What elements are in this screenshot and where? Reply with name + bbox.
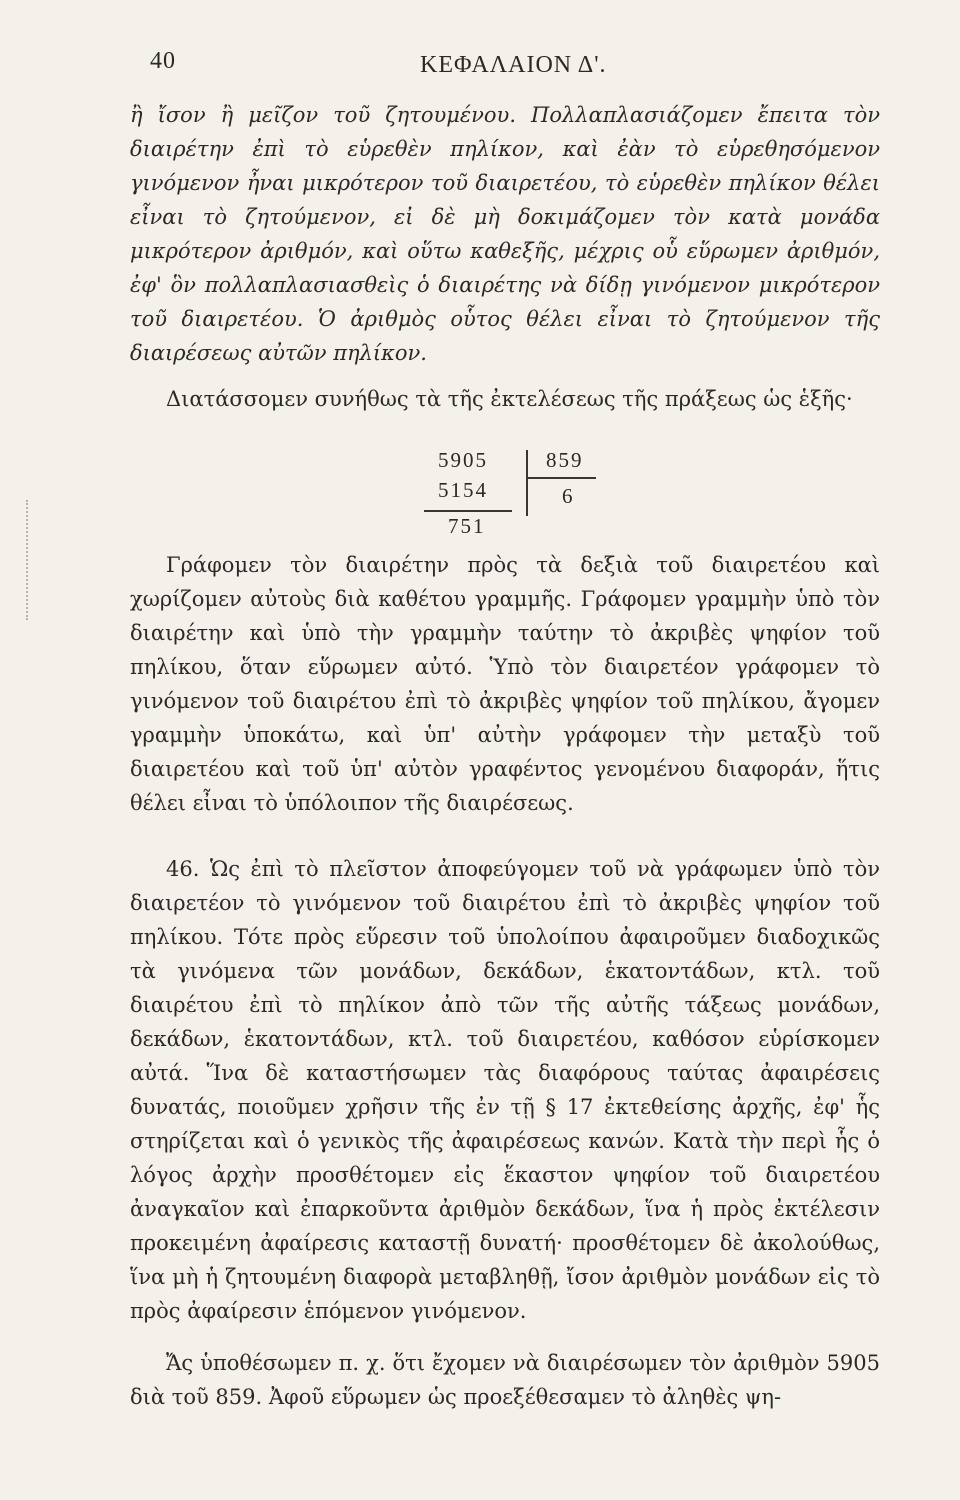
quotient-line	[526, 477, 596, 479]
paragraph-2	[130, 382, 880, 416]
divisor: 859	[546, 448, 584, 472]
paragraph-5	[130, 1346, 880, 1414]
paragraph-1	[130, 98, 880, 370]
paragraph-text: Ἄς ὑποθέσωμεν π. χ. ὅτι ἔχομεν νὰ διαιρέσωμεν τὸν ἀριθμὸν 5905 διὰ τοῦ 859. Ἀφοῦ εὕρωμεν ὡς προεξέθεσαμεν τὸ ἀληθὲς ψη-	[130, 1351, 880, 1409]
paragraph-4	[130, 852, 880, 1328]
margin-marks	[26, 500, 32, 620]
running-head: ΚΕΦΑΛΑΙΟΝ Δ'.	[420, 52, 607, 78]
subtraction-line	[424, 510, 512, 512]
long-division-example	[400, 448, 650, 548]
dividend: 5905	[438, 448, 488, 472]
page-header	[0, 44, 960, 84]
paragraph-text: 46. Ὡς ἐπὶ τὸ πλεῖστον ἀποφεύγομεν τοῦ νὰ γράφωμεν ὑπὸ τὸν διαιρετέον τὸ γινόμενον τοῦ διαιρέτου ἐπὶ τὸ ἀκριβὲς ψηφίον τοῦ πηλίκου. Τότε πρὸς εὕρεσιν τοῦ ὑπολοίπου ἀφαιροῦμεν διαδοχικῶς τὰ γινόμενα τῶν μονάδων, δεκάδων, ἑκατοντάδων, κτλ. τοῦ διαιρέτου ἐπὶ τὸ πηλίκον ἀπὸ τῶν τῆς αὐτῆς τάξεως μονάδων, δεκάδων, ἑκατοντάδων, κτλ. τοῦ διαιρετέου, καθόσον εὑρίσκομεν αὐτά. Ἵνα δὲ καταστήσωμεν τὰς διαφόρους ταύτας ἀφαιρέσεις δυνατάς, ποιοῦμεν χρῆσιν τῆς ἐν τῇ § 17 ἐκτεθείσης ἀρχῆς, ἐφ' ἧς στηρίζεται καὶ ὁ γενικὸς τῆς ἀφαιρέσεως κανών. Κατὰ τὴν περὶ ἧς ὁ λόγος ἀρχὴν προσθέτομεν εἰς ἕκαστον ψηφίον τοῦ διαιρετέου ἀναγκαῖον καὶ ἐπαρκοῦντα ἀριθμὸν δεκάδων, ἵνα ἡ πρὸς ἐκτέλεσιν προκειμένη ἀφαίρεσις καταστῇ δυνατή· προσθέτομεν δὲ ἀκολούθως, ἵνα μὴ ἡ ζητουμένη διαφορὰ μεταβληθῇ, ἴσον ἀριθμὸν μονάδων εἰς τὸ πρὸς ἀφαίρεσιν ἑπόμενον γινόμενον.	[130, 857, 880, 1323]
paragraph-text: Γράφομεν τὸν διαιρέτην πρὸς τὰ δεξιὰ τοῦ διαιρετέου καὶ χωρίζομεν αὐτοὺς διὰ καθέτου γραμμῆς. Γράφομεν γραμμὴν ὑπὸ τὸν διαιρέτην καὶ ὑπὸ τὴν γραμμὴν ταύτην τὸ ἀκριβὲς ψηφίον τοῦ πηλίκου, ὅταν εὕρωμεν αὐτό. Ὑπὸ τὸν διαιρετέον γράφομεν τὸ γινόμενον τοῦ διαιρέτου ἐπὶ τὸ ἀκριβὲς ψηφίον τοῦ πηλίκου, ἄγομεν γραμμὴν ὑποκάτω, καὶ ὑπ' αὐτὴν γράφομεν τὴν μεταξὺ τοῦ διαιρετέου καὶ τοῦ ὑπ' αὐτὸν γραφέντος γενομένου διαφοράν, ἥτις θέλει εἶναι τὸ ὑπόλοιπον τῆς διαιρέσεως.	[130, 553, 880, 815]
quotient: 6	[562, 484, 575, 508]
paragraph-text: Διατάσσομεν συνήθως τὰ τῆς ἐκτελέσεως τῆς πράξεως ὡς ἑξῆς·	[166, 387, 853, 411]
paragraph-3	[130, 548, 880, 820]
paragraph-text: ἢ ἴσον ἢ μεῖζον τοῦ ζητουμένου. Πολλαπλασιάζομεν ἔπειτα τὸν διαιρέτην ἐπὶ τὸ εὑρεθὲν πηλίκον, καὶ ἐὰν τὸ εὑρεθησόμενον γινόμενον ἦναι μικρότερον τοῦ διαιρετέου, τὸ εὑρεθὲν πηλίκον θέλει εἶναι τὸ ζητούμενον, εἰ δὲ μὴ δοκιμάζομεν τὸν κατὰ μονάδα μικρότερον ἀριθμόν, καὶ οὕτω καθεξῆς, μέχρις οὗ εὕρωμεν ἀριθμόν, ἐφ' ὃν πολλαπλασιασθεὶς ὁ διαιρέτης νὰ δίδῃ γινόμενον μικρότερον τοῦ διαιρετέου. Ὁ ἀριθμὸς οὗτος θέλει εἶναι τὸ ζητούμενον τῆς διαιρέσεως αὐτῶν πηλίκον.	[130, 103, 880, 365]
subtrahend: 5154	[438, 478, 488, 502]
remainder: 751	[448, 514, 486, 538]
page-number: 40	[150, 48, 176, 74]
division-vertical-line	[526, 450, 528, 516]
